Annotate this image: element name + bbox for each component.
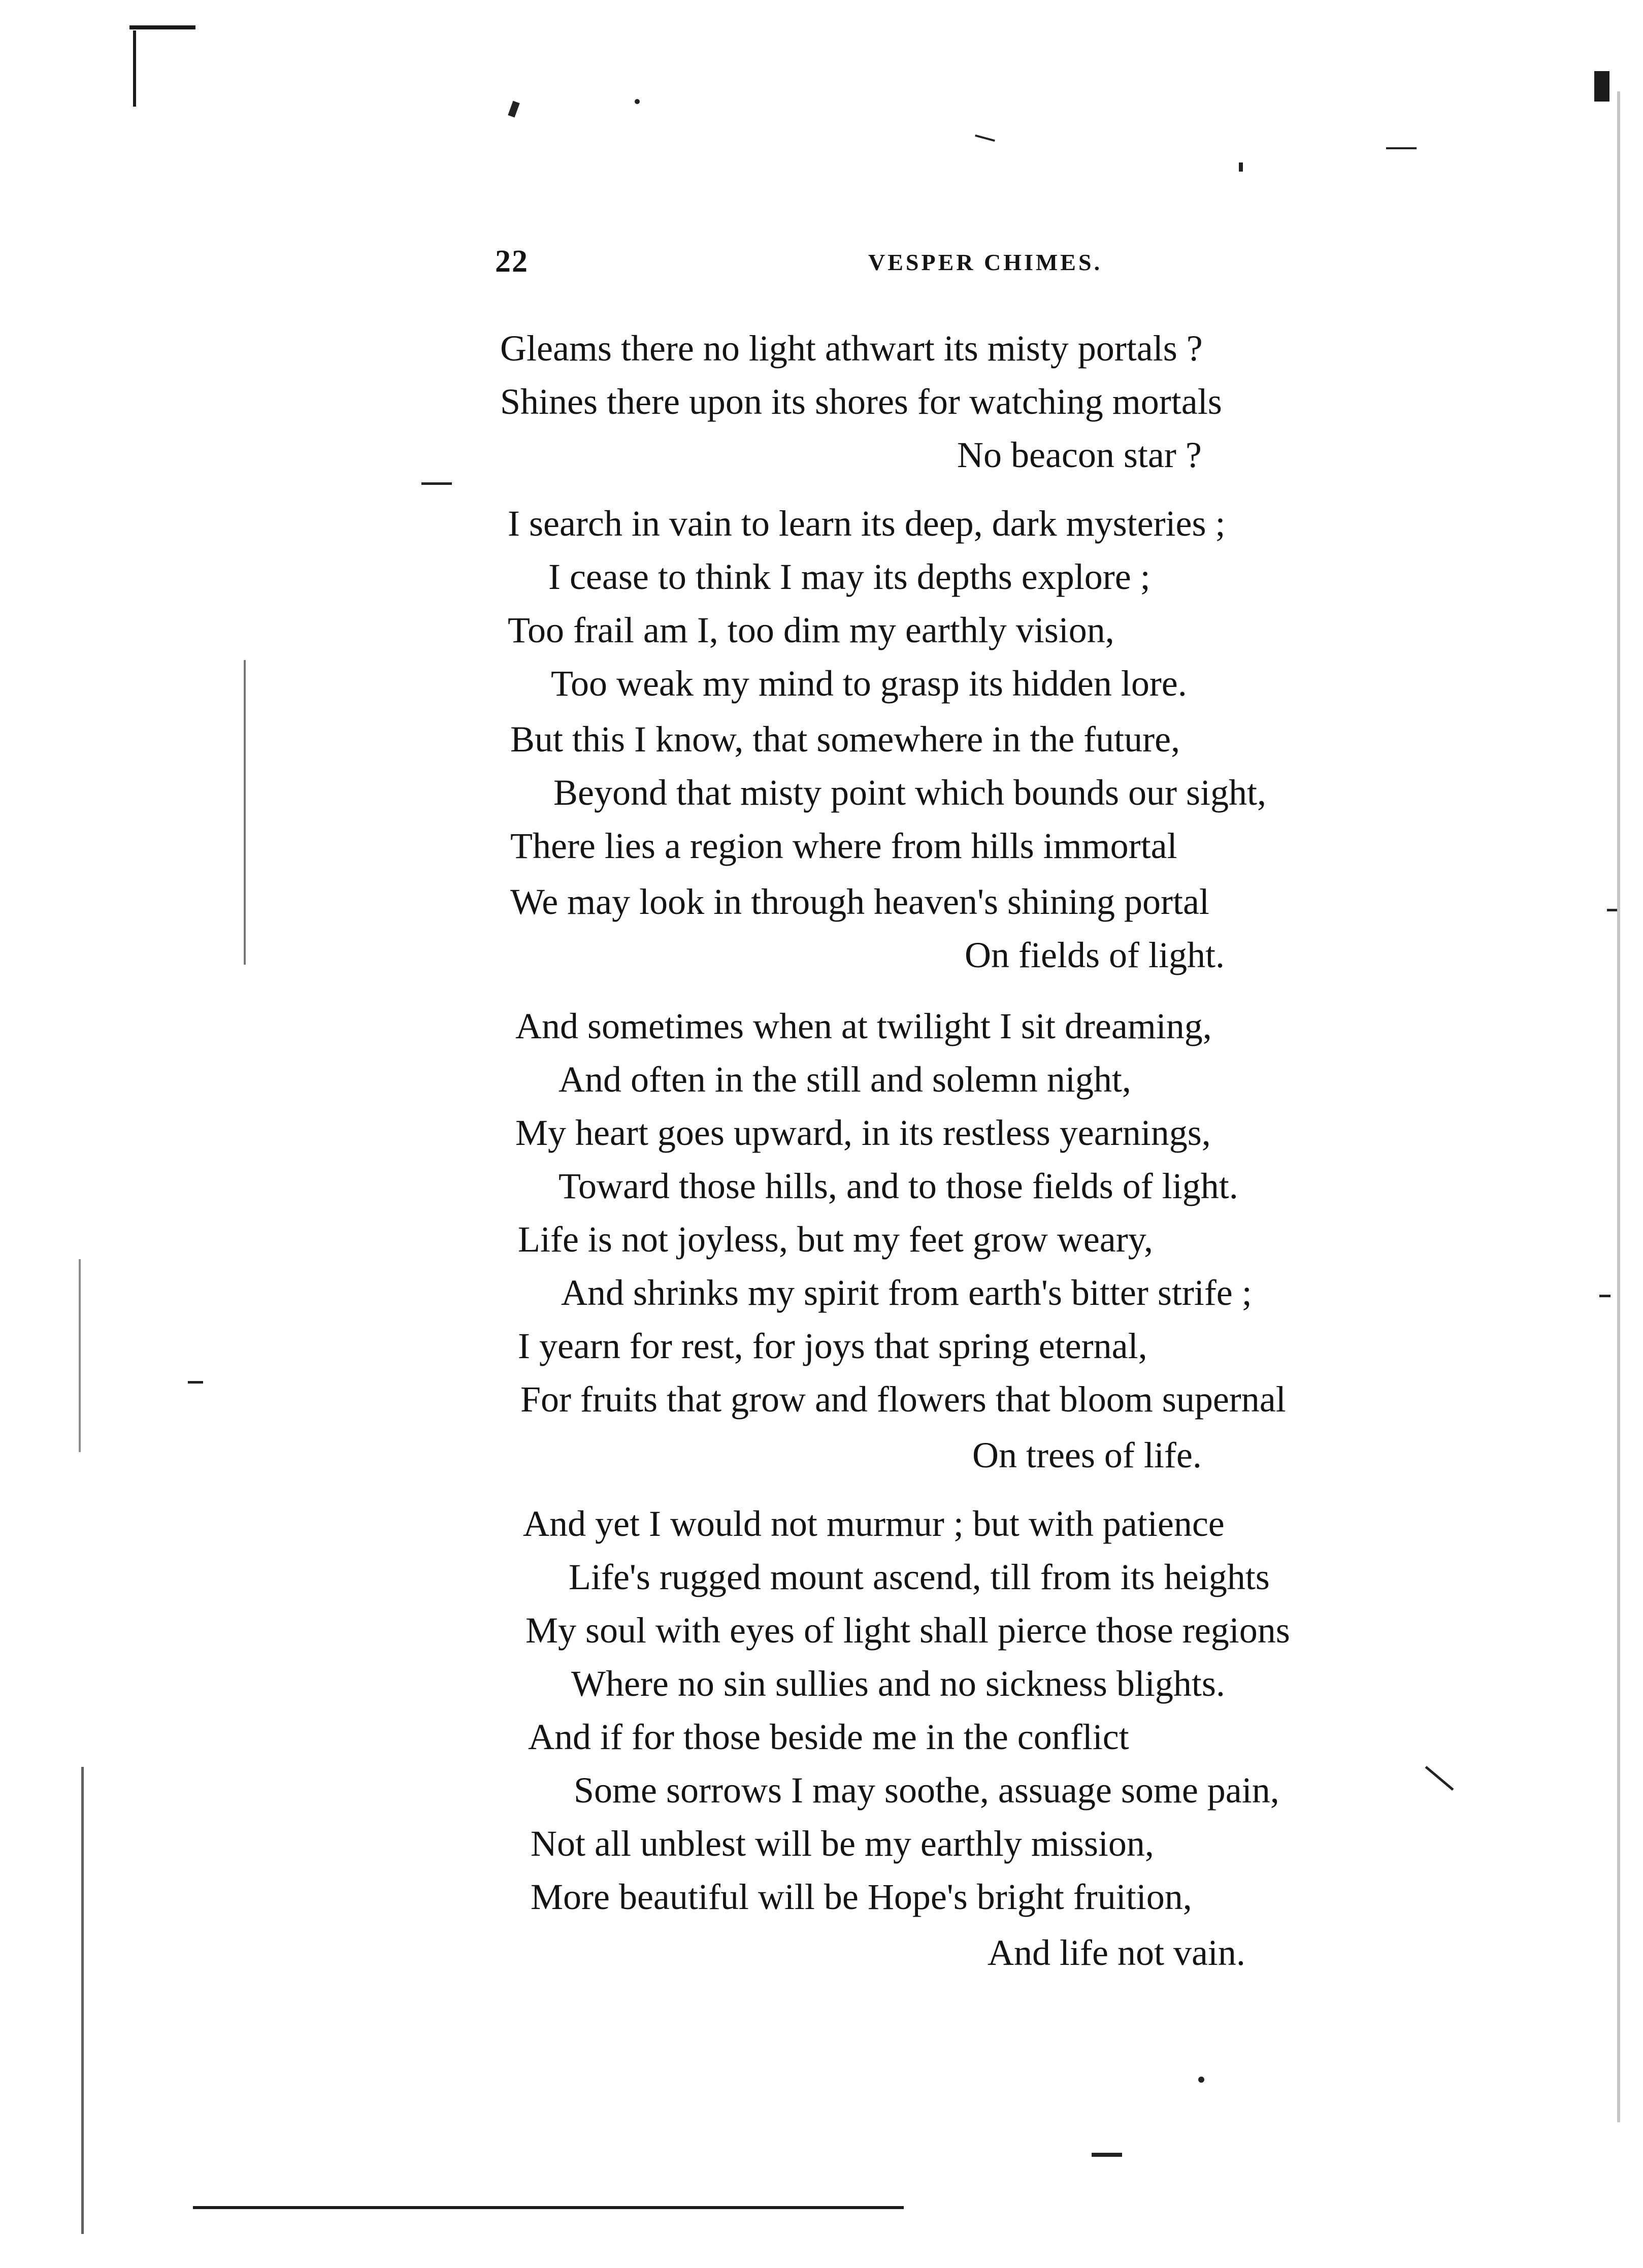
poem-line: And shrinks my spirit from earth's bitter strife ;: [561, 1272, 1252, 1313]
poem-line: Too weak my mind to grasp its hidden lore.: [551, 663, 1187, 704]
poem-line: Beyond that misty point which bounds our sight,: [553, 772, 1266, 813]
poem-line: I cease to think I may its depths explore ;: [548, 556, 1151, 597]
poem-line: I search in vain to learn its deep, dark mysteries ;: [508, 503, 1226, 544]
poem-line: And yet I would not murmur ; but with patience: [523, 1503, 1225, 1544]
poem-line: My heart goes upward, in its restless yearnings,: [515, 1112, 1211, 1153]
scan-speck: [1239, 162, 1243, 172]
poem-line: More beautiful will be Hope's bright fruition,: [531, 1877, 1192, 1917]
poem-line: Gleams there no light athwart its misty portals ?: [500, 328, 1203, 369]
poem-line: Some sorrows I may soothe, assuage some pain,: [574, 1770, 1279, 1811]
poem-line: My soul with eyes of light shall pierce those regions: [525, 1610, 1290, 1651]
scan-speck: [635, 99, 640, 104]
poem-line: Toward those hills, and to those fields of light.: [558, 1166, 1238, 1206]
poem-line: Too frail am I, too dim my earthly vision,: [508, 610, 1114, 650]
page-number: 22: [495, 244, 529, 279]
poem-line: And sometimes when at twilight I sit dreaming,: [515, 1006, 1212, 1046]
scan-speck: [188, 1381, 203, 1384]
poem-line: On fields of light.: [965, 935, 1225, 975]
scan-mark: [133, 30, 136, 107]
poem-line: But this I know, that somewhere in the future,: [510, 719, 1180, 760]
scan-mark: [1617, 91, 1620, 2122]
poem-line: On trees of life.: [972, 1435, 1202, 1475]
scan-mark: [81, 1767, 84, 2234]
scan-mark: [79, 1259, 81, 1452]
poem-line: We may look in through heaven's shining portal: [510, 881, 1209, 922]
poem-line: Life's rugged mount ascend, till from its heights: [569, 1557, 1270, 1597]
running-title: VESPER CHIMES.: [868, 249, 1103, 275]
scan-speck: [1092, 2153, 1122, 2157]
scan-mark: [1594, 71, 1609, 102]
poem-line: And life not vain.: [988, 1932, 1245, 1973]
poem-line: Where no sin sullies and no sickness blights.: [571, 1663, 1225, 1704]
scan-mark: [244, 660, 246, 965]
poem-line: Not all unblest will be my earthly mission,: [531, 1823, 1154, 1864]
poem-line: There lies a region where from hills immortal: [510, 826, 1177, 866]
scan-speck: [421, 482, 452, 485]
poem-line: Life is not joyless, but my feet grow weary,: [518, 1219, 1154, 1260]
scan-speck: [1386, 147, 1417, 149]
scan-mark: [193, 2206, 904, 2209]
scan-mark: [129, 25, 195, 29]
poem-line: Shines there upon its shores for watching mortals: [500, 381, 1222, 422]
poem-line: I yearn for rest, for joys that spring eternal,: [518, 1326, 1147, 1366]
poem-line: No beacon star ?: [957, 435, 1202, 475]
poem-line: And often in the still and solemn night,: [558, 1059, 1131, 1100]
poem-line: For fruits that grow and flowers that bloom supernal: [520, 1379, 1286, 1420]
scan-speck: [1607, 909, 1617, 911]
scan-speck: [1198, 2077, 1204, 2083]
poem-line: And if for those beside me in the conflict: [528, 1717, 1129, 1757]
scan-speck: [1599, 1295, 1611, 1297]
